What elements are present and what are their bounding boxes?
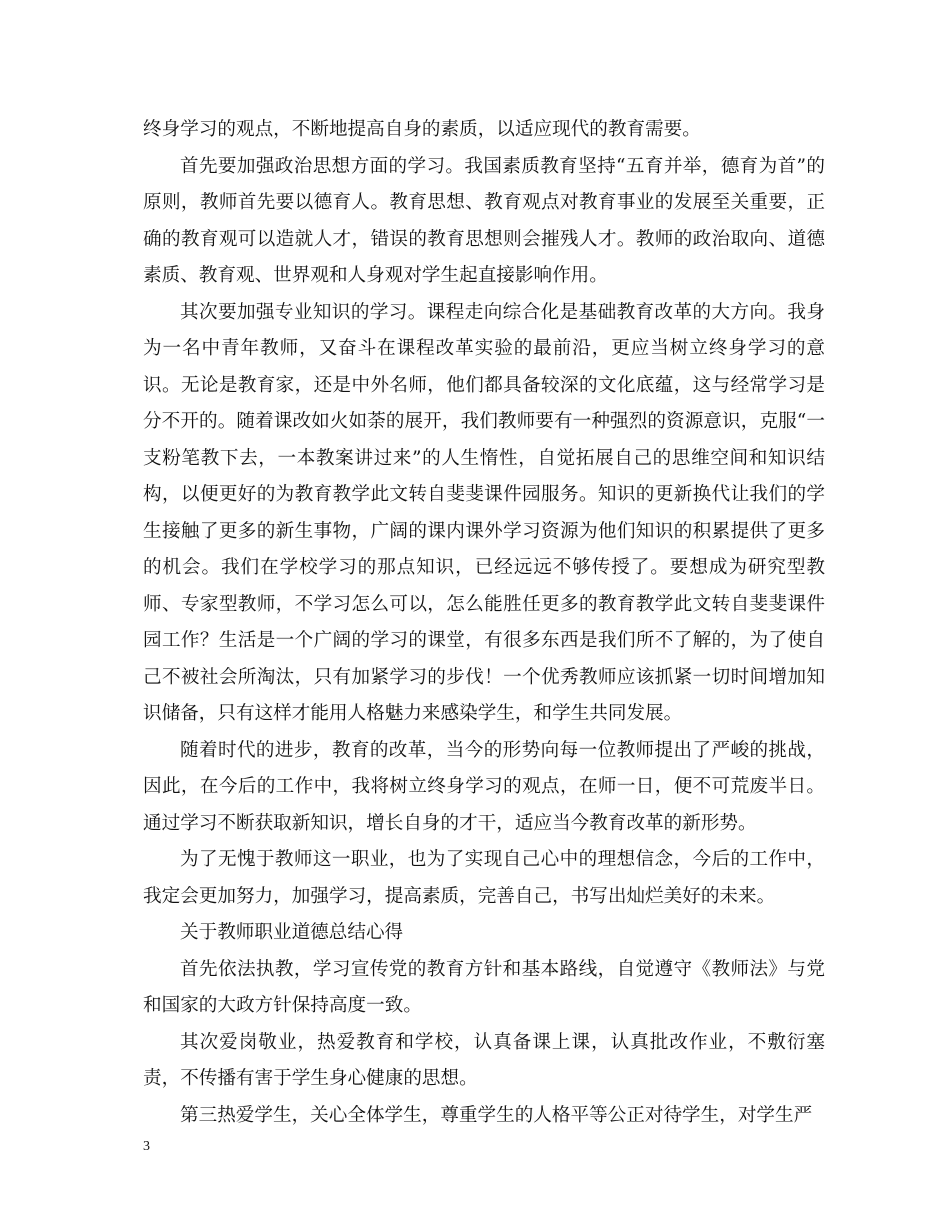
paragraph-3: 其次要加强专业知识的学习。课程走向综合化是基础教育改革的大方向。我身为一名中青年教师，又奋斗在课程改革实验的最前沿，更应当树立终身学习的意识。无论是教育家，还是中外名师，他们都具备较深的文化底蕴，这与经常学习是分不开的。随着课改如火如荼的展开，我们教师要有一种强烈的资源意识，克服“一支粉笔教下去，一本教案讲过来”的人生惰性，自觉拓展自己的思维空间和知识结构，以便更好的为教育教学此文转自斐斐课件园服务。知识的更新换代让我们的学生接触了更多的新生事物，广阔的课内课外学习资源为他们知识的积累提供了更多的机会。我们在学校学习的那点知识，已经远远不够传授了。要想成为研究型教师、专家型教师，不学习怎么可以，怎么能胜任更多的教育教学此文转自斐斐课件园工作？生活是一个广阔的学习的课堂，有很多东西是我们所不了解的，为了使自己不被社会所淘汰，只有加紧学习的步伐！一个优秀教师应该抓紧一切时间增加知识储备，只有这样才能用人格魅力来感染学生，和学生共同发展。 — [143, 301, 825, 724]
paragraph-4: 随着时代的进步，教育的改革，当今的形势向每一位教师提出了严峻的挑战，因此，在今后的工作中，我将树立终身学习的观点，在师一日，便不可荒废半日。通过学习不断获取新知识，增长自身的才干，适应当今教育改革的新形势。 — [143, 739, 825, 834]
paragraph-2: 首先要加强政治思想方面的学习。我国素质教育坚持“五育并举，德育为首”的原则，教师首先要以德育人。教育思想、教育观点对教育事业的发展至关重要，正确的教育观可以造就人才，错误的教育思想则会摧残人才。教师的政治取向、道德素质、教育观、世界观和人身观对学生起直接影响作用。 — [143, 155, 825, 286]
document-body — [143, 112, 825, 1134]
paragraph-7: 首先依法执教，学习宣传党的教育方针和基本路线，自觉遵守《教师法》与党和国家的大政方针保持高度一致。 — [143, 958, 825, 1016]
paragraph-1: 终身学习的观点，不断地提高自身的素质，以适应现代的教育需要。 — [143, 119, 701, 140]
page-number: 3 — [143, 1139, 150, 1154]
paragraph-9: 第三热爱学生，关心全体学生，尊重学生的人格平等公正对待学生，对学生严 — [180, 1104, 813, 1126]
paragraph-8: 其次爱岗敬业，热爱教育和学校，认真备课上课，认真批改作业，不敷衍塞责，不传播有害于学生身心健康的思想。 — [143, 1031, 825, 1089]
paragraph-5: 为了无愧于教师这一职业，也为了实现自己心中的理想信念，今后的工作中，我定会更加努力，加强学习，提高素质，完善自己，书写出灿烂美好的未来。 — [143, 849, 825, 907]
section-heading: 关于教师职业道德总结心得 — [180, 922, 404, 943]
